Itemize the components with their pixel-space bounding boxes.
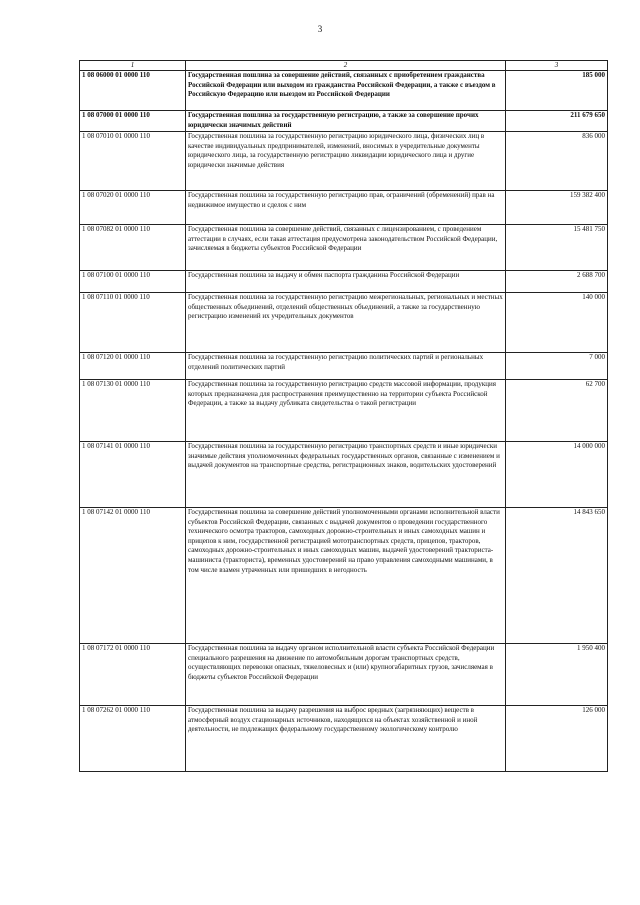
row-amount: 7 000 — [506, 353, 608, 380]
row-code: 1 08 07130 01 0000 110 — [80, 380, 186, 442]
table-header-row — [80, 61, 608, 71]
table-row — [80, 442, 608, 508]
row-code: 1 08 07262 01 0000 110 — [80, 706, 186, 772]
table-row — [80, 380, 608, 442]
table-row — [80, 191, 608, 225]
table-row — [80, 644, 608, 706]
revenue-table — [79, 60, 608, 772]
row-code: 1 08 07172 01 0000 110 — [80, 644, 186, 706]
row-code: 1 08 07120 01 0000 110 — [80, 353, 186, 380]
row-amount: 185 000 — [506, 71, 608, 111]
row-description: Государственная пошлина за совершение действий уполномоченными органами исполнительной власти субъектов Российской Федерации, связанных с выдачей документов о проведении государственного технического осмотра тракторов, самоходных дорожно-строительных и иных самоходных машин и прицепов к ним, государственной регистрацией мототранспортных средств, прицепов, тракторов, самоходных дорожно-строительных и иных самоходных машин, выдачей удостоверений тракториста-машиниста (тракториста), временных удостоверений на право управления самоходными машинами, в том числе взамен утраченных или пришедших в негодность — [186, 508, 506, 644]
table-row — [80, 353, 608, 380]
table-row — [80, 111, 608, 132]
row-amount: 1 950 400 — [506, 644, 608, 706]
row-description: Государственная пошлина за государственную регистрацию юридического лица, физических лиц в качестве индивидуальных предпринимателей, изменений, вносимых в учредительные документы юридического лица, за государственную регистрацию ликвидации юридического лица и другие юридически значимые действия — [186, 132, 506, 191]
row-code: 1 08 07141 01 0000 110 — [80, 442, 186, 508]
table-row — [80, 225, 608, 271]
row-code: 1 08 06000 01 0000 110 — [80, 71, 186, 111]
row-description: Государственная пошлина за выдачу разрешения на выброс вредных (загрязняющих) веществ в атмосферный воздух стационарных источников, находящихся на объектах хозяйственной и иной деятельности, не подлежащих федеральному государственному экологическому контролю — [186, 706, 506, 772]
column-header-1: 1 — [80, 61, 186, 71]
row-code: 1 08 07100 01 0000 110 — [80, 271, 186, 293]
row-description: Государственная пошлина за выдачу органом исполнительной власти субъекта Российской Федерации специального разрешения на движение по автомобильным дорогам транспортных средств, осуществляющих перевозки опасных, тяжеловесных и (или) крупногабаритных грузов, зачисляемая в бюджеты субъектов Российской Федерации — [186, 644, 506, 706]
row-description: Государственная пошлина за государственную регистрацию средств массовой информации, продукция которых предназначена для распространения преимущественно на территории субъекта Российской Федерации, а также за выдачу дубликата свидетельства о такой регистрации — [186, 380, 506, 442]
row-description: Государственная пошлина за государственную регистрацию транспортных средств и иные юридически значимые действия уполномоченных федеральных государственных органов, связанные с изменением и выдачей документов на транспортные средства, регистрационных знаков, водительских удостоверений — [186, 442, 506, 508]
table-row — [80, 706, 608, 772]
row-description: Государственная пошлина за государственную регистрацию, а также за совершение прочих юридически значимых действий — [186, 111, 506, 132]
row-code: 1 08 07110 01 0000 110 — [80, 293, 186, 353]
row-amount: 211 679 650 — [506, 111, 608, 132]
table-row — [80, 271, 608, 293]
row-amount: 15 481 750 — [506, 225, 608, 271]
row-amount: 159 382 400 — [506, 191, 608, 225]
row-code: 1 08 07010 01 0000 110 — [80, 132, 186, 191]
row-amount: 14 843 650 — [506, 508, 608, 644]
row-description: Государственная пошлина за государственную регистрацию межрегиональных, региональных и местных общественных объединений, отделений общественных объединений, а также за государственную регистрацию изменений их учредительных документов — [186, 293, 506, 353]
row-description: Государственная пошлина за выдачу и обмен паспорта гражданина Российской Федерации — [186, 271, 506, 293]
row-amount: 62 700 — [506, 380, 608, 442]
row-code: 1 08 07082 01 0000 110 — [80, 225, 186, 271]
row-code: 1 08 07020 01 0000 110 — [80, 191, 186, 225]
row-code: 1 08 07142 01 0000 110 — [80, 508, 186, 644]
table-row — [80, 132, 608, 191]
row-code: 1 08 07000 01 0000 110 — [80, 111, 186, 132]
row-amount: 2 688 700 — [506, 271, 608, 293]
table-row — [80, 293, 608, 353]
row-amount: 14 000 000 — [506, 442, 608, 508]
table-row — [80, 508, 608, 644]
row-amount: 126 000 — [506, 706, 608, 772]
column-header-3: 3 — [506, 61, 608, 71]
table-row — [80, 71, 608, 111]
row-description: Государственная пошлина за совершение действий, связанных с приобретением гражданства Российской Федерации или выходом из гражданства Российской Федерации, а также с въездом в Российскую Федерацию или выездом из Российской Федерации — [186, 71, 506, 111]
page-number: 3 — [317, 24, 323, 34]
row-amount: 140 000 — [506, 293, 608, 353]
row-amount: 836 000 — [506, 132, 608, 191]
row-description: Государственная пошлина за совершение действий, связанных с лицензированием, с проведением аттестации в случаях, если такая аттестация предусмотрена законодательством Российской Федерации, зачисляемая в бюджеты субъектов Российской Федерации — [186, 225, 506, 271]
row-description: Государственная пошлина за государственную регистрацию политических партий и региональных отделений политических партий — [186, 353, 506, 380]
row-description: Государственная пошлина за государственную регистрацию прав, ограничений (обременений) прав на недвижимое имущество и сделок с ним — [186, 191, 506, 225]
column-header-2: 2 — [186, 61, 506, 71]
